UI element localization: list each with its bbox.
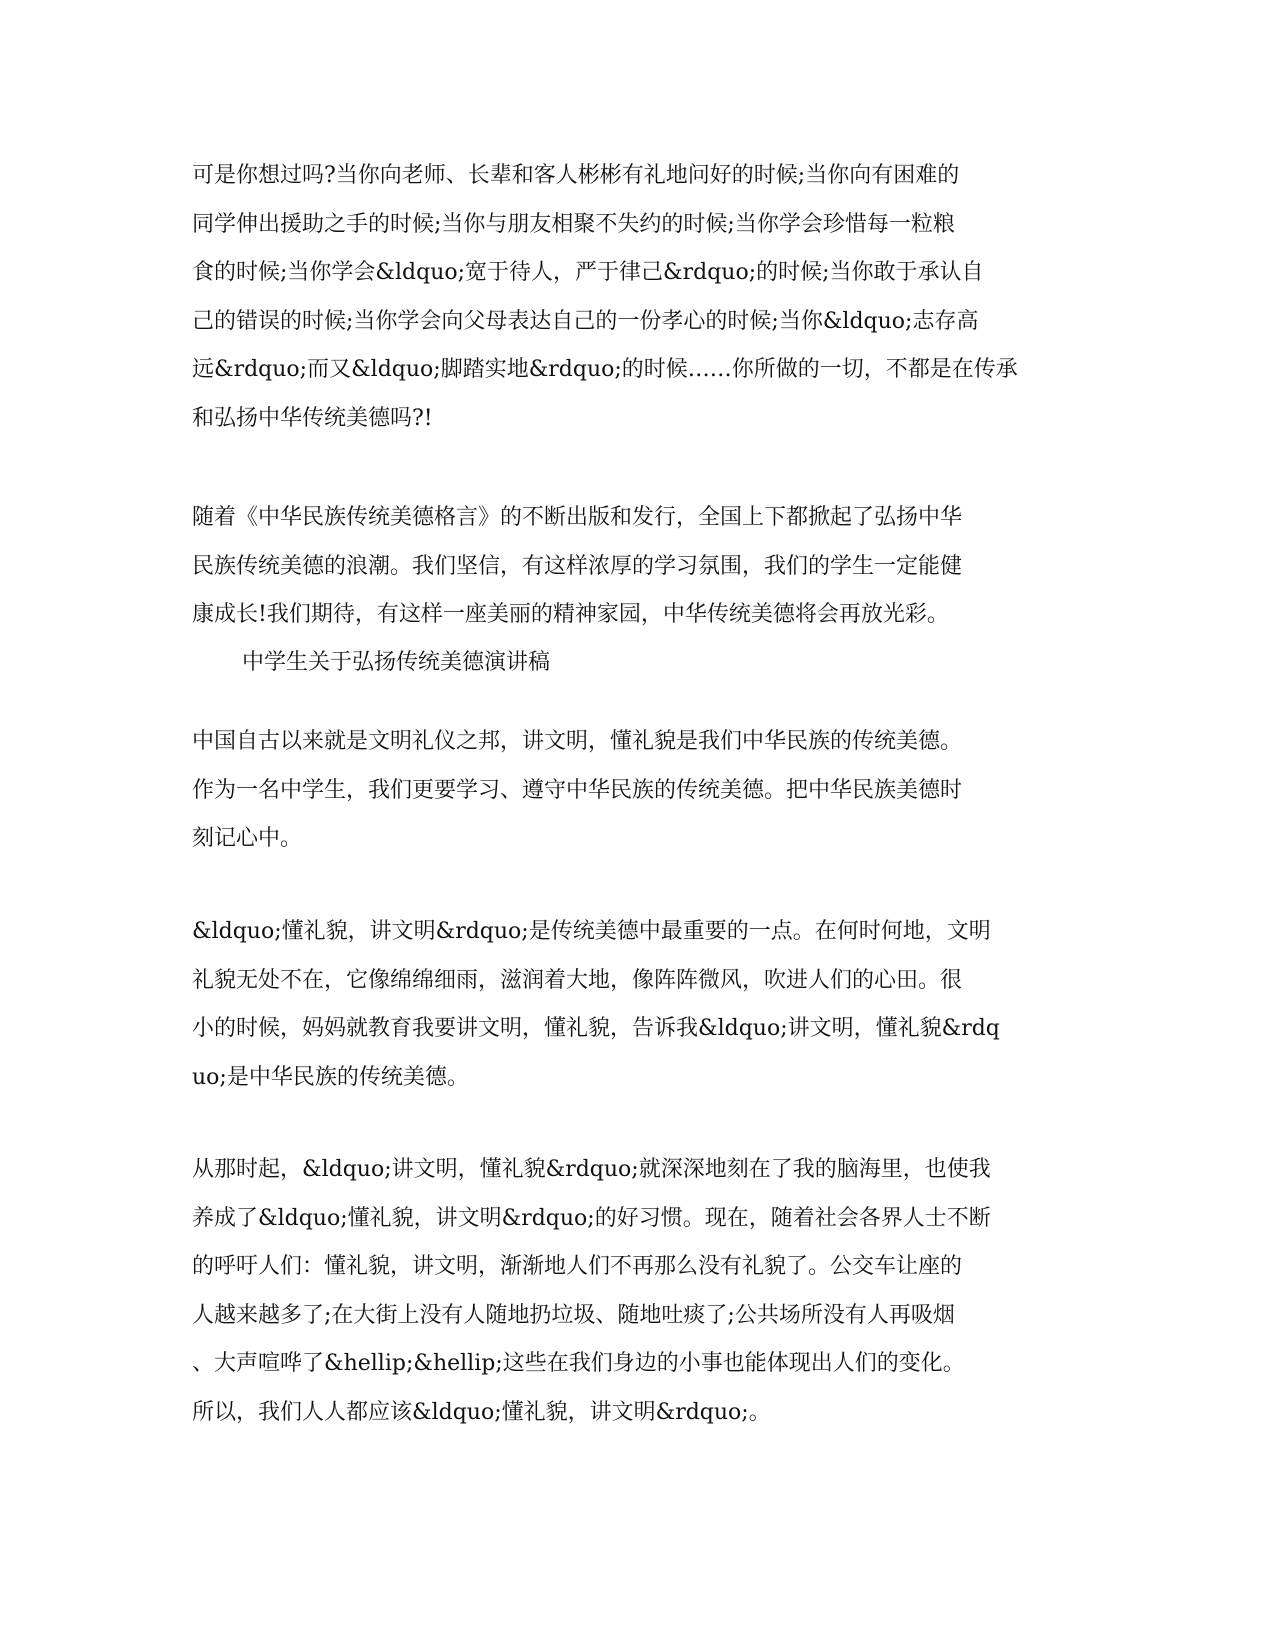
text-line: 同学伸出援助之手的时候;当你与朋友相聚不失约的时候;当你学会珍惜每一粒粮 [192, 211, 955, 237]
text-line: 远&rdquo;而又&ldquo;脚踏实地&rdquo;的时候……你所做的一切，不都是在传承 [192, 357, 1018, 382]
paragraph-5 [192, 1146, 1082, 1437]
text-line: 从那时起，&ldquo;讲文明，懂礼貌&rdquo;就深深地刻在了我的脑海里，也使我 [192, 1157, 991, 1182]
text-line: 中国自古以来就是文明礼仪之邦，讲文明，懂礼貌是我们中华民族的传统美德。 [192, 729, 963, 754]
text-line: 食的时候;当你学会&ldquo;宽于待人，严于律己&rdquo;的时候;当你敢于承认自 [192, 260, 984, 285]
text-line: 康成长!我们期待，有这样一座美丽的精神家园，中华传统美德将会再放光彩。 [192, 602, 949, 627]
paragraph-2 [192, 494, 1082, 640]
text-line: 的呼吁人们：懂礼貌，讲文明，渐渐地人们不再那么没有礼貌了。公交车让座的 [192, 1254, 963, 1279]
text-line: 作为一名中学生，我们更要学习、遵守中华民族的传统美德。把中华民族美德时 [192, 777, 963, 803]
text-line: 随着《中华民族传统美德格言》的不断出版和发行，全国上下都掀起了弘扬中华 [192, 505, 963, 530]
text-line: 可是你想过吗?当你向老师、长辈和客人彬彬有礼地问好的时候;当你向有困难的 [192, 163, 960, 188]
text-line: 和弘扬中华传统美德吗?! [192, 405, 433, 431]
text-line: 养成了&ldquo;懂礼貌，讲文明&rdquo;的好习惯。现在，随着社会各界人士不断 [192, 1205, 991, 1231]
paragraph-3 [192, 718, 1082, 864]
text-line: 刻记心中。 [192, 826, 303, 851]
paragraph-4 [192, 908, 1082, 1102]
text-line: 人越来越多了;在大街上没有人随地扔垃圾、随地吐痰了;公共场所没有人再吸烟 [192, 1302, 955, 1328]
text-line: 礼貌无处不在，它像绵绵细雨，滋润着大地，像阵阵微风，吹进人们的心田。很 [192, 967, 963, 993]
text-line: 、大声喧哗了&hellip;&hellip;这些在我们身边的小事也能体现出人们的变化。 [192, 1351, 965, 1376]
text-line: 己的错误的时候;当你学会向父母表达自己的一份孝心的时候;当你&ldquo;志存高 [192, 308, 979, 334]
document-title: 中学生关于弘扬传统美德演讲稿 [242, 650, 551, 675]
text-line: 小的时候，妈妈就教育我要讲文明，懂礼貌，告诉我&ldquo;讲文明，懂礼貌&rdq [192, 1016, 1000, 1041]
text-line: 所以，我们人人都应该&ldquo;懂礼貌，讲文明&rdquo;。 [192, 1399, 771, 1425]
text-line: 民族传统美德的浪潮。我们坚信，有这样浓厚的学习氛围，我们的学生一定能健 [192, 553, 963, 579]
text-line: uo;是中华民族的传统美德。 [192, 1064, 469, 1090]
paragraph-1 [192, 152, 1082, 443]
text-line: &ldquo;懂礼貌，讲文明&rdquo;是传统美德中最重要的一点。在何时何地，文明 [192, 919, 991, 944]
